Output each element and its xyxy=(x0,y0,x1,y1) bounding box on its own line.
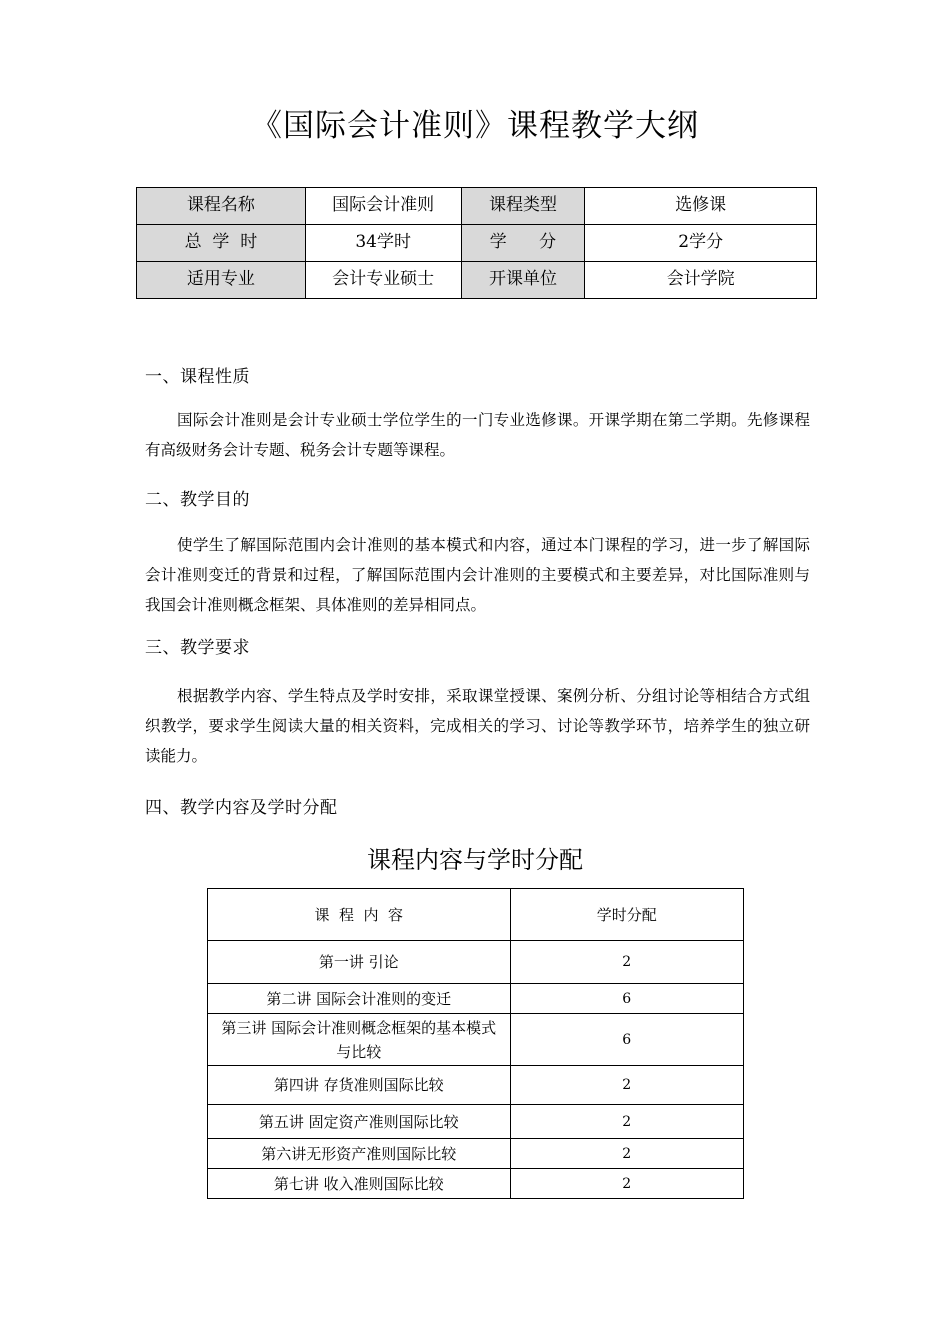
lecture-name: 第六讲无形资产准则国际比较 xyxy=(208,1139,511,1169)
section-text-nature: 国际会计准则是会计专业硕士学位学生的一门专业选修课。开课学期在第二学期。先修课程有高级财务会计专题、税务会计专题等课程。 xyxy=(145,411,810,459)
lecture-name: 第四讲 存货准则国际比较 xyxy=(208,1066,511,1105)
allocation-table xyxy=(207,888,744,1199)
column-header-content: 课 程 内 容 xyxy=(208,889,511,941)
lecture-name: 第二讲 国际会计准则的变迁 xyxy=(208,984,511,1014)
credits-value: 2学分 xyxy=(585,225,817,262)
page-title: 《国际会计准则》课程教学大纲 xyxy=(251,108,699,144)
table-row xyxy=(137,225,817,262)
total-hours-value: 34学时 xyxy=(305,225,461,262)
section-text-goals: 使学生了解国际范围内会计准则的基本模式和内容，通过本门课程的学习，进一步了解国际会计准则变迁的背景和过程，了解国际范围内会计准则的主要模式和主要差异，对比国际准则与我国会计准则概念框架、具体准则的差异相同点。 xyxy=(145,536,810,614)
section-heading-goals: 二、教学目的 xyxy=(145,490,250,510)
lecture-hours: 2 xyxy=(510,1139,744,1169)
section-heading-requirements: 三、教学要求 xyxy=(145,638,250,658)
table-row xyxy=(208,1014,744,1066)
allocation-title: 课程内容与学时分配 xyxy=(367,846,583,874)
lecture-name: 第七讲 收入准则国际比较 xyxy=(208,1169,511,1199)
total-hours-label: 总 学 时 xyxy=(137,225,306,262)
major-label: 适用专业 xyxy=(137,262,306,299)
course-info-table xyxy=(136,187,817,299)
lecture-hours: 2 xyxy=(510,1169,744,1199)
table-row xyxy=(208,1139,744,1169)
lecture-hours: 6 xyxy=(510,1014,744,1066)
table-row xyxy=(137,262,817,299)
section-heading-content: 四、教学内容及学时分配 xyxy=(145,798,338,818)
course-type-value: 选修课 xyxy=(585,188,817,225)
table-row xyxy=(208,1105,744,1139)
course-name-value: 国际会计准则 xyxy=(305,188,461,225)
table-header-row xyxy=(208,889,744,941)
course-name-label: 课程名称 xyxy=(137,188,306,225)
table-row xyxy=(208,1169,744,1199)
major-value: 会计专业硕士 xyxy=(305,262,461,299)
section-text-requirements: 根据教学内容、学生特点及学时安排，采取课堂授课、案例分析、分组讨论等相结合方式组织教学，要求学生阅读大量的相关资料，完成相关的学习、讨论等教学环节，培养学生的独立研读能力。 xyxy=(145,687,810,765)
lecture-name: 第一讲 引论 xyxy=(208,941,511,984)
department-value: 会计学院 xyxy=(585,262,817,299)
credits-label: 学 分 xyxy=(461,225,585,262)
table-row xyxy=(208,941,744,984)
lecture-hours: 2 xyxy=(510,1105,744,1139)
section-heading-nature: 一、课程性质 xyxy=(145,367,250,387)
lecture-hours: 6 xyxy=(510,984,744,1014)
table-row xyxy=(208,1066,744,1105)
table-row xyxy=(137,188,817,225)
department-label: 开课单位 xyxy=(461,262,585,299)
lecture-hours: 2 xyxy=(510,1066,744,1105)
lecture-name: 第三讲 国际会计准则概念框架的基本模式与比较 xyxy=(208,1014,511,1066)
course-type-label: 课程类型 xyxy=(461,188,585,225)
table-row xyxy=(208,984,744,1014)
column-header-hours: 学时分配 xyxy=(510,889,744,941)
lecture-hours: 2 xyxy=(510,941,744,984)
lecture-name: 第五讲 固定资产准则国际比较 xyxy=(208,1105,511,1139)
